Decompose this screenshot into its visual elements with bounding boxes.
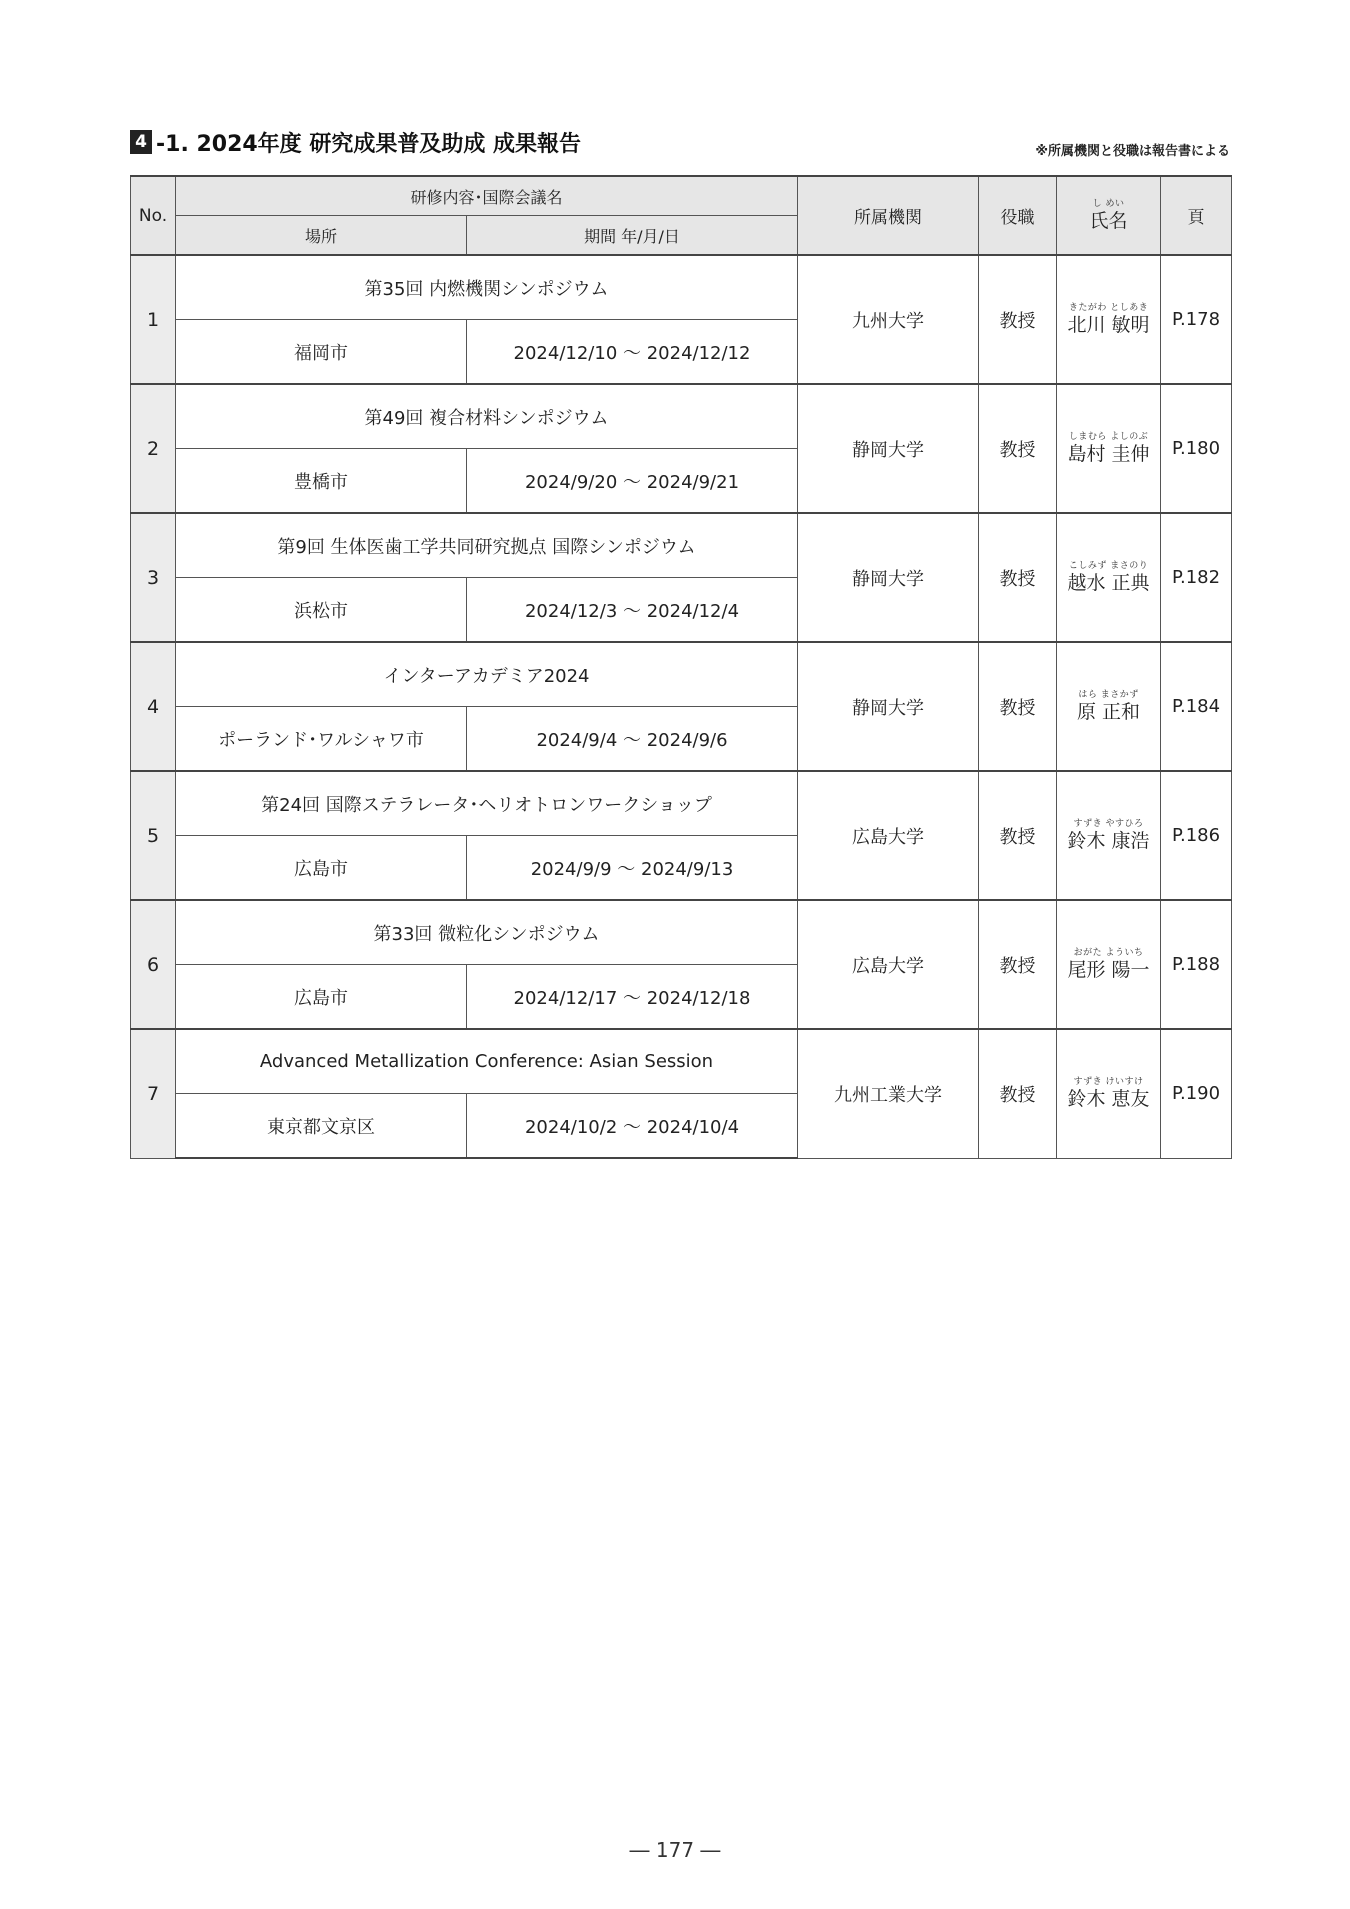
table-row: [131, 771, 1232, 836]
event-name: インターアカデミア2024: [176, 642, 798, 707]
event-period: 2024/10/2 ～ 2024/10/4: [467, 1094, 798, 1159]
page-ref: P.186: [1161, 771, 1232, 900]
row-number: 3: [131, 513, 176, 642]
event-place: ポーランド･ワルシャワ市: [176, 707, 467, 772]
row-number: 4: [131, 642, 176, 771]
header-name: [1057, 176, 1161, 255]
event-period: 2024/12/3 ～ 2024/12/4: [467, 578, 798, 643]
event-place: 広島市: [176, 836, 467, 901]
event-name: 第33回 微粒化シンポジウム: [176, 900, 798, 965]
header-no: No.: [131, 176, 176, 255]
page-ref: P.178: [1161, 255, 1232, 384]
table-row: [131, 384, 1232, 449]
person-name: [1057, 384, 1161, 513]
position: 教授: [979, 1029, 1057, 1158]
person-name-text: 鈴木 恵友: [1067, 1088, 1150, 1111]
position: 教授: [979, 900, 1057, 1029]
row-number: 1: [131, 255, 176, 384]
institution: 広島大学: [798, 771, 979, 900]
section-title: -1. 2024年度 研究成果普及助成 成果報告: [156, 131, 582, 157]
table-row: [131, 642, 1232, 707]
row-number: 6: [131, 900, 176, 1029]
institution: 静岡大学: [798, 513, 979, 642]
header-page: 頁: [1161, 176, 1232, 255]
event-place: 東京都文京区: [176, 1094, 467, 1159]
header-name-kana: し めい: [1092, 199, 1125, 209]
person-name-kana: おがた よういち: [1073, 948, 1144, 958]
row-number: 5: [131, 771, 176, 900]
person-name-text: 北川 敏明: [1067, 314, 1150, 336]
page-ref: P.182: [1161, 513, 1232, 642]
page-ref: P.190: [1161, 1029, 1232, 1158]
report-table: [130, 175, 1232, 1159]
position: 教授: [979, 771, 1057, 900]
header-period: 期間 年/月/日: [467, 216, 798, 256]
person-name-text: 原 正和: [1076, 701, 1141, 723]
row-number: 7: [131, 1029, 176, 1158]
table-row: [131, 900, 1232, 965]
event-place: 豊橋市: [176, 449, 467, 514]
person-name-kana: こしみず まさのり: [1068, 561, 1149, 571]
event-name: 第35回 内燃機関シンポジウム: [176, 255, 798, 320]
section-heading: [130, 126, 581, 158]
page-number: ― 177 ―: [629, 1838, 721, 1862]
event-period: 2024/12/10 ～ 2024/12/12: [467, 320, 798, 385]
event-period: 2024/9/4 ～ 2024/9/6: [467, 707, 798, 772]
event-name: Advanced Metallization Conference: Asian Session: [176, 1029, 798, 1094]
position: 教授: [979, 384, 1057, 513]
page-ref: P.188: [1161, 900, 1232, 1029]
person-name-text: 尾形 陽一: [1067, 959, 1150, 981]
institution: 九州工業大学: [798, 1029, 979, 1158]
header-place: 場所: [176, 216, 467, 256]
event-place: 浜松市: [176, 578, 467, 643]
person-name: [1057, 642, 1161, 771]
row-number: 2: [131, 384, 176, 513]
event-name: 第24回 国際ステラレータ･ヘリオトロンワークショップ: [176, 771, 798, 836]
event-period: 2024/12/17 ～ 2024/12/18: [467, 965, 798, 1030]
page-ref: P.180: [1161, 384, 1232, 513]
person-name: [1057, 513, 1161, 642]
event-name: 第9回 生体医歯工学共同研究拠点 国際シンポジウム: [176, 513, 798, 578]
person-name-kana: しまむら よしのぶ: [1068, 432, 1149, 442]
person-name-text: 島村 圭伸: [1067, 443, 1150, 465]
person-name-text: 鈴木 康浩: [1067, 830, 1150, 852]
institution: 九州大学: [798, 255, 979, 384]
event-period: 2024/9/20 ～ 2024/9/21: [467, 449, 798, 514]
table-row: [131, 1029, 1232, 1094]
header-institution: 所属機関: [798, 176, 979, 255]
event-place: 広島市: [176, 965, 467, 1030]
header-name-label: 氏名: [1089, 210, 1128, 232]
person-name: [1057, 255, 1161, 384]
table-row: [131, 255, 1232, 320]
event-period: 2024/9/9 ～ 2024/9/13: [467, 836, 798, 901]
header-content: 研修内容･国際会議名: [176, 176, 798, 216]
person-name: [1057, 900, 1161, 1029]
header-position: 役職: [979, 176, 1057, 255]
event-place: 福岡市: [176, 320, 467, 385]
position: 教授: [979, 255, 1057, 384]
person-name-text: 越水 正典: [1067, 572, 1150, 594]
person-name-kana: すずき けいすけ: [1073, 1077, 1144, 1088]
note-text: ※所属機関と役職は報告書による: [1035, 144, 1230, 159]
position: 教授: [979, 513, 1057, 642]
institution: 静岡大学: [798, 642, 979, 771]
person-name-kana: はら まさかず: [1078, 690, 1139, 700]
page-ref: P.184: [1161, 642, 1232, 771]
person-name-kana: きたがわ としあき: [1068, 303, 1149, 313]
table-row: [131, 513, 1232, 578]
person-name: [1057, 771, 1161, 900]
institution: 広島大学: [798, 900, 979, 1029]
institution: 静岡大学: [798, 384, 979, 513]
section-number-badge: 4: [130, 130, 152, 154]
person-name: [1057, 1029, 1161, 1158]
person-name-kana: すずき やすひろ: [1073, 819, 1144, 829]
event-name: 第49回 複合材料シンポジウム: [176, 384, 798, 449]
position: 教授: [979, 642, 1057, 771]
